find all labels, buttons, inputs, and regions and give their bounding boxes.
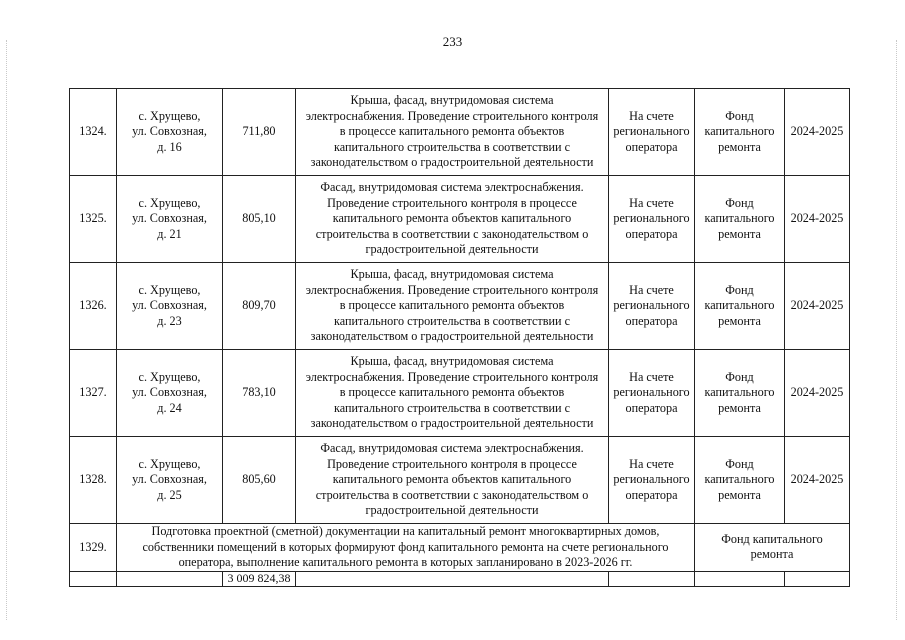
total-empty-cell — [296, 571, 609, 586]
page-number: 233 — [442, 34, 463, 49]
area-cell: 809,70 — [223, 263, 296, 350]
address-cell: с. Хрущево, ул. Совхозная, д. 21 — [117, 176, 223, 263]
table-row — [70, 437, 850, 524]
works-cell: Крыша, фасад, внутридомовая система электроснабжения. Проведение строительного контроля в процессе капитального ремонта объектов капитального строительства в соответствии с законодательством о градостроительной деятельности — [296, 263, 609, 350]
row-number: 1325. — [70, 176, 117, 263]
total-empty-cell — [609, 571, 695, 586]
account-cell: На счете регионального оператора — [609, 350, 695, 437]
capital-repair-table — [69, 88, 850, 587]
row-number: 1326. — [70, 263, 117, 350]
table-row-1329 — [70, 524, 850, 572]
table-row — [70, 263, 850, 350]
row-number: 1329. — [70, 524, 117, 572]
right-margin-marks — [896, 40, 899, 620]
total-area-sum: 3 009 824,38 — [223, 571, 296, 586]
table-row — [70, 350, 850, 437]
fund-cell: Фонд капитального ремонта — [695, 176, 785, 263]
table-row-total — [70, 571, 850, 586]
works-cell: Крыша, фасад, внутридомовая система электроснабжения. Проведение строительного контроля в процессе капитального ремонта объектов капитального строительства в соответствии с законодательством о градостроительной деятельности — [296, 89, 609, 176]
account-cell: На счете регионального оператора — [609, 437, 695, 524]
works-cell: Фасад, внутридомовая система электроснабжения. Проведение строительного контроля в процессе капитального ремонта объектов капитального строительства в соответствии с законодательством о градостроительной деятельности — [296, 437, 609, 524]
area-cell: 711,80 — [223, 89, 296, 176]
period-cell: 2024-2025 — [785, 263, 850, 350]
area-cell: 805,60 — [223, 437, 296, 524]
account-cell: На счете регионального оператора — [609, 89, 695, 176]
area-cell: 805,10 — [223, 176, 296, 263]
left-margin-marks — [6, 40, 9, 620]
fund-cell: Фонд капитального ремонта — [695, 437, 785, 524]
table-row — [70, 89, 850, 176]
fund-cell: Фонд капитального ремонта — [695, 89, 785, 176]
fund-cell: Фонд капитального ремонта — [695, 263, 785, 350]
period-cell: 2024-2025 — [785, 176, 850, 263]
period-cell: 2024-2025 — [785, 89, 850, 176]
address-cell: с. Хрущево, ул. Совхозная, д. 16 — [117, 89, 223, 176]
address-cell: с. Хрущево, ул. Совхозная, д. 25 — [117, 437, 223, 524]
area-cell: 783,10 — [223, 350, 296, 437]
works-cell: Крыша, фасад, внутридомовая система электроснабжения. Проведение строительного контроля в процессе капитального ремонта объектов капитального строительства в соответствии с законодательством о градостроительной деятельности — [296, 350, 609, 437]
row-1329-description: Подготовка проектной (сметной) документации на капитальный ремонт многоквартирных домов, собственники помещений в которых формируют фонд капитального ремонта на счете регионального оператора, выполнение капитального ремонта в которых запланировано в 2023-2026 гг. — [117, 524, 695, 572]
total-empty-cell — [785, 571, 850, 586]
table-row — [70, 176, 850, 263]
works-cell: Фасад, внутридомовая система электроснабжения. Проведение строительного контроля в процессе капитального ремонта объектов капитального строительства в соответствии с законодательством о градостроительной деятельности — [296, 176, 609, 263]
row-number: 1327. — [70, 350, 117, 437]
total-empty-cell — [117, 571, 223, 586]
account-cell: На счете регионального оператора — [609, 263, 695, 350]
period-cell: 2024-2025 — [785, 350, 850, 437]
fund-cell: Фонд капитального ремонта — [695, 350, 785, 437]
row-number: 1328. — [70, 437, 117, 524]
total-empty-cell — [695, 571, 785, 586]
period-cell: 2024-2025 — [785, 437, 850, 524]
row-1329-fund: Фонд капитального ремонта — [695, 524, 850, 572]
total-empty-cell — [70, 571, 117, 586]
account-cell: На счете регионального оператора — [609, 176, 695, 263]
address-cell: с. Хрущево, ул. Совхозная, д. 23 — [117, 263, 223, 350]
row-number: 1324. — [70, 89, 117, 176]
address-cell: с. Хрущево, ул. Совхозная, д. 24 — [117, 350, 223, 437]
